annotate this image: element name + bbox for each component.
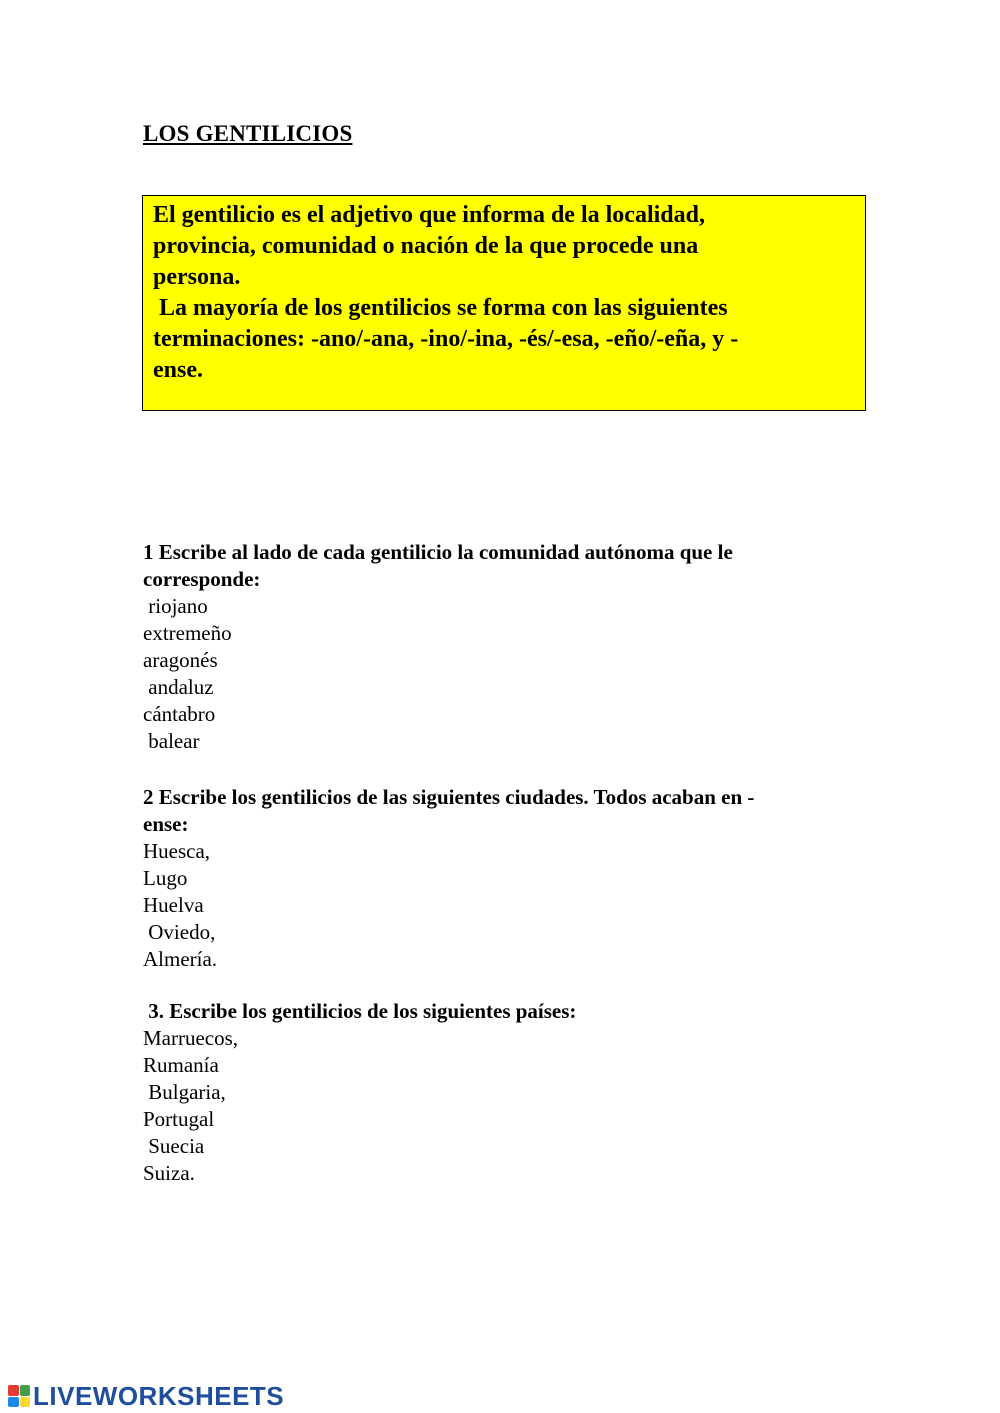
logo-square-green [20,1385,31,1396]
exercise-2-item: Huesca, [143,839,211,863]
definition-line: persona. [153,264,241,290]
liveworksheets-logo-text: LIVEWORKSHEETS [33,1380,285,1411]
liveworksheets-logo-icon [8,1385,30,1407]
logo-square-yellow [20,1397,31,1408]
exercise-1-item: extremeño [143,621,232,645]
definition-line: La mayoría de los gentilicios se forma con las siguientes [153,295,728,321]
exercise-1-item: cántabro [143,702,216,726]
exercise-2-item: Huelva [143,893,204,917]
exercise-1-question: 1 Escribe al lado de cada gentilicio la comunidad autónoma que le [143,540,733,564]
exercise-2-item: Lugo [143,866,188,890]
exercise-2-item: Almería. [143,947,218,971]
exercise-3-item: Portugal [143,1107,215,1131]
page-title: LOS GENTILICIOS [143,121,353,146]
definition-line: terminaciones: -ano/-ana, -ino/-ina, -és/-esa, -eño/-eña, y - [153,326,739,352]
exercise-1-item: riojano [143,594,208,618]
exercise-3-question: 3. Escribe los gentilicios de los siguientes países: [143,999,577,1023]
logo-square-blue [8,1397,19,1408]
exercise-2-question: ense: [143,812,189,836]
exercise-2-question: 2 Escribe los gentilicios de las siguientes ciudades. Todos acaban en - [143,785,755,809]
definition-line: El gentilicio es el adjetivo que informa de la localidad, [153,202,705,228]
exercise-1 [143,539,843,755]
exercise-3-item: Bulgaria, [143,1080,226,1104]
exercise-3-item: Rumanía [143,1053,219,1077]
exercise-1-item: balear [143,729,200,753]
exercise-3-item: Marruecos, [143,1026,239,1050]
exercise-1-item: aragonés [143,648,218,672]
logo-square-red [8,1385,19,1396]
exercise-3-item: Suecia [143,1134,205,1158]
exercise-1-item: andaluz [143,675,214,699]
exercise-2 [143,784,843,973]
definition-box [142,195,866,411]
definition-line: provincia, comunidad o nación de la que procede una [153,233,699,259]
definition-line: ense. [153,357,203,383]
exercise-3-item: Suiza. [143,1161,195,1185]
liveworksheets-logo[interactable] [8,1381,284,1411]
exercise-2-item: Oviedo, [143,920,216,944]
exercise-1-question: corresponde: [143,567,261,591]
exercise-3 [143,998,843,1187]
